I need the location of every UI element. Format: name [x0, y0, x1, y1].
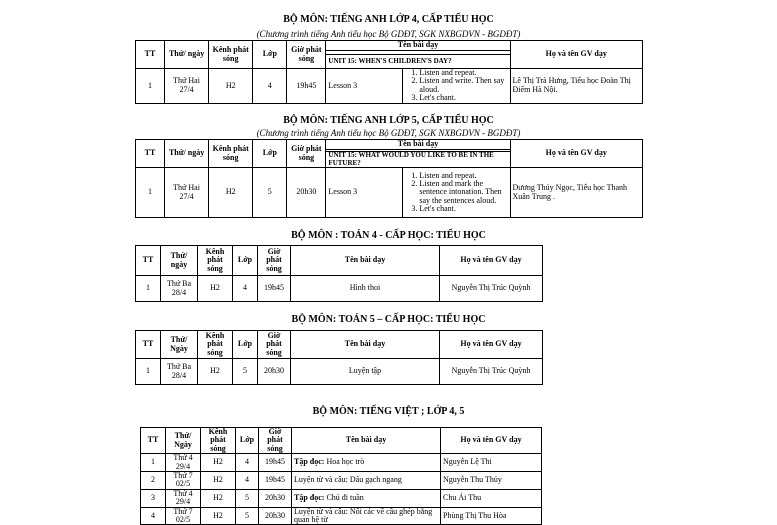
- activity-item: 3. Let's chant.: [419, 94, 507, 102]
- row-teacher: Chu Ái Thu: [441, 489, 542, 507]
- row-teacher: Dương Thúy Ngọc, Tiểu học Thanh Xuân Trung .: [510, 168, 642, 218]
- row-day: Thứ 4 29/4: [166, 489, 201, 507]
- row-tt: 1: [136, 276, 161, 302]
- row-time: 20h30: [259, 507, 292, 525]
- row-lesson: Luyện tập: [291, 359, 440, 385]
- col-tt: TT: [136, 140, 165, 168]
- row-tt: 1: [136, 69, 165, 104]
- row-time: 19h45: [287, 69, 326, 104]
- unit-title: UNIT 15: WHAT WOULD YOU LIKE TO BE IN THE FUTURE?: [326, 152, 510, 168]
- col-channel: Kênh phát sóng: [198, 331, 233, 359]
- row-tt: 1: [141, 454, 166, 472]
- row-tt: 1: [136, 168, 165, 218]
- col-day: Thứ/ Ngày: [166, 428, 201, 454]
- row-time: 19h45: [258, 276, 291, 302]
- col-teacher: Họ và tên GV dạy: [510, 41, 642, 69]
- activity-item: 1. Listen and repeat.: [419, 172, 507, 180]
- row-channel: H2: [209, 168, 253, 218]
- row-time: 19h45: [259, 454, 292, 472]
- lesson-type: Tập đọc:: [294, 457, 325, 467]
- row-channel: H2: [201, 489, 236, 507]
- table-row: [136, 276, 543, 302]
- row-lesson: Lesson 3: [326, 69, 403, 104]
- row-day: Thứ 4 29/4: [166, 454, 201, 472]
- col-grade: Lớp: [233, 331, 258, 359]
- col-time: Giờ phát sóng: [258, 331, 291, 359]
- row-activities: [403, 168, 510, 218]
- table-row: [136, 359, 543, 385]
- row-teacher: Nguyễn Thị Trúc Quỳnh: [440, 276, 543, 302]
- row-tt: 4: [141, 507, 166, 525]
- row-grade: 4: [233, 276, 258, 302]
- col-channel: Kênh phát sóng: [198, 246, 233, 276]
- table-english-4: [135, 40, 643, 104]
- col-time: Giờ phát sóng: [287, 41, 326, 69]
- table-row: [141, 471, 542, 489]
- table-row: [136, 168, 643, 218]
- lesson-name: Hoa học trò: [324, 457, 365, 467]
- section-1-heading: BỘ MÔN: TIẾNG ANH LỚP 4, CẤP TIỂU HỌC: [283, 14, 494, 25]
- col-lesson-title: Tên bài dạy: [326, 41, 510, 51]
- table-row: [136, 69, 643, 104]
- table-row: [141, 507, 542, 525]
- section-1-subtitle: (Chương trình tiếng Anh tiểu học Bộ GDĐT, SGK NXBGDVN - BGDĐT): [256, 29, 521, 39]
- table-row: [141, 454, 542, 472]
- row-day: Thứ Hai 27/4: [165, 168, 209, 218]
- lesson-type: Tập đọc:: [294, 492, 325, 502]
- section-2-subtitle: (Chương trình tiếng Anh tiểu học Bộ GDĐT, SGK NXBGDVN - BGDĐT): [256, 128, 521, 138]
- row-grade: 4: [236, 471, 259, 489]
- col-teacher: Họ và tên GV dạy: [440, 246, 543, 276]
- col-lesson-title: Tên bài dạy: [326, 140, 510, 150]
- col-time: Giờ phát sóng: [258, 246, 291, 276]
- col-day: Thứ/ Ngày: [161, 331, 198, 359]
- table-english-5: [135, 139, 643, 218]
- table-math-4: [135, 245, 543, 302]
- activity-item: 2. Listen and mark the sentence intonation. Then say the sentences aloud.: [419, 180, 507, 205]
- row-channel: H2: [209, 69, 253, 104]
- table-vietnamese: [140, 427, 542, 525]
- activity-item: 2. Listen and write. Then say aloud.: [419, 77, 507, 94]
- col-tt: TT: [136, 246, 161, 276]
- unit-title: UNIT 15: WHEN'S CHILDREN'S DAY?: [326, 55, 510, 69]
- row-grade: 5: [236, 489, 259, 507]
- col-channel: Kênh phát sóng: [201, 428, 236, 454]
- row-day: Thứ Ba 28/4: [161, 359, 198, 385]
- row-tt: 3: [141, 489, 166, 507]
- row-channel: H2: [201, 507, 236, 525]
- section-2-heading: BỘ MÔN: TIẾNG ANH LỚP 5, CẤP TIỂU HỌC: [283, 115, 494, 126]
- row-teacher: Lê Thị Trà Hưng, Tiểu học Đoàn Thị Điểm Hà Nội.: [510, 69, 642, 104]
- row-channel: H2: [198, 276, 233, 302]
- row-tt: 1: [136, 359, 161, 385]
- row-grade: 5: [233, 359, 258, 385]
- col-tt: TT: [136, 41, 165, 69]
- row-lesson: Hình thoi: [291, 276, 440, 302]
- row-lesson: [292, 454, 441, 472]
- col-grade: Lớp: [233, 246, 258, 276]
- col-tt: TT: [141, 428, 166, 454]
- row-activities: [403, 69, 510, 104]
- col-teacher: Họ và tên GV dạy: [440, 331, 543, 359]
- col-grade: Lớp: [253, 140, 287, 168]
- row-day: Thứ Hai 27/4: [165, 69, 209, 104]
- col-channel: Kênh phát sóng: [209, 41, 253, 69]
- section-5-heading: BỘ MÔN: TIẾNG VIỆT ; LỚP 4, 5: [312, 406, 465, 417]
- activity-item: 1. Listen and repeat.: [419, 69, 507, 77]
- lesson-name: Chú đi tuần: [324, 492, 364, 502]
- col-time: Giờ phát sóng: [259, 428, 292, 454]
- row-time: 20h30: [258, 359, 291, 385]
- col-teacher: Họ và tên GV dạy: [441, 428, 542, 454]
- section-4-heading: BỘ MÔN: TOÁN 5 – CẤP HỌC: TIỂU HỌC: [291, 314, 486, 325]
- row-teacher: Nguyễn Thu Thủy: [441, 471, 542, 489]
- row-grade: 5: [253, 168, 287, 218]
- col-lesson-title: Tên bài dạy: [291, 246, 440, 276]
- row-channel: H2: [201, 471, 236, 489]
- row-day: Thứ 7 02/5: [166, 507, 201, 525]
- table-math-5: [135, 330, 543, 385]
- row-teacher: Nguyễn Thị Trúc Quỳnh: [440, 359, 543, 385]
- col-channel: Kênh phát sóng: [209, 140, 253, 168]
- activity-item: 3. Let's chant.: [419, 205, 507, 213]
- col-grade: Lớp: [236, 428, 259, 454]
- col-lesson-title: Tên bài dạy: [292, 428, 441, 454]
- row-day: Thứ 7 02/5: [166, 471, 201, 489]
- col-day: Thứ/ ngày: [161, 246, 198, 276]
- row-tt: 2: [141, 471, 166, 489]
- row-grade: 5: [236, 507, 259, 525]
- row-lesson: [292, 489, 441, 507]
- row-lesson: Luyện từ và câu: Nối các vế câu ghép bằng quan hệ từ: [292, 507, 441, 525]
- row-teacher: Nguyễn Lệ Thi: [441, 454, 542, 472]
- col-lesson-title: Tên bài dạy: [291, 331, 440, 359]
- row-time: 19h45: [259, 471, 292, 489]
- col-tt: TT: [136, 331, 161, 359]
- row-time: 20h30: [287, 168, 326, 218]
- row-channel: H2: [201, 454, 236, 472]
- row-channel: H2: [198, 359, 233, 385]
- col-grade: Lớp: [253, 41, 287, 69]
- row-teacher: Phùng Thị Thu Hòa: [441, 507, 542, 525]
- col-day: Thứ/ ngày: [165, 41, 209, 69]
- row-day: Thứ Ba 28/4: [161, 276, 198, 302]
- col-day: Thứ/ ngày: [165, 140, 209, 168]
- row-grade: 4: [236, 454, 259, 472]
- col-time: Giờ phát sóng: [287, 140, 326, 168]
- row-lesson: Lesson 3: [326, 168, 403, 218]
- col-teacher: Họ và tên GV dạy: [510, 140, 642, 168]
- table-row: [141, 489, 542, 507]
- row-lesson: Luyện từ và câu: Dấu gạch ngang: [292, 471, 441, 489]
- row-time: 20h30: [259, 489, 292, 507]
- section-3-heading: BỘ MÔN : TOÁN 4 - CẤP HỌC: TIỂU HỌC: [291, 230, 486, 241]
- row-grade: 4: [253, 69, 287, 104]
